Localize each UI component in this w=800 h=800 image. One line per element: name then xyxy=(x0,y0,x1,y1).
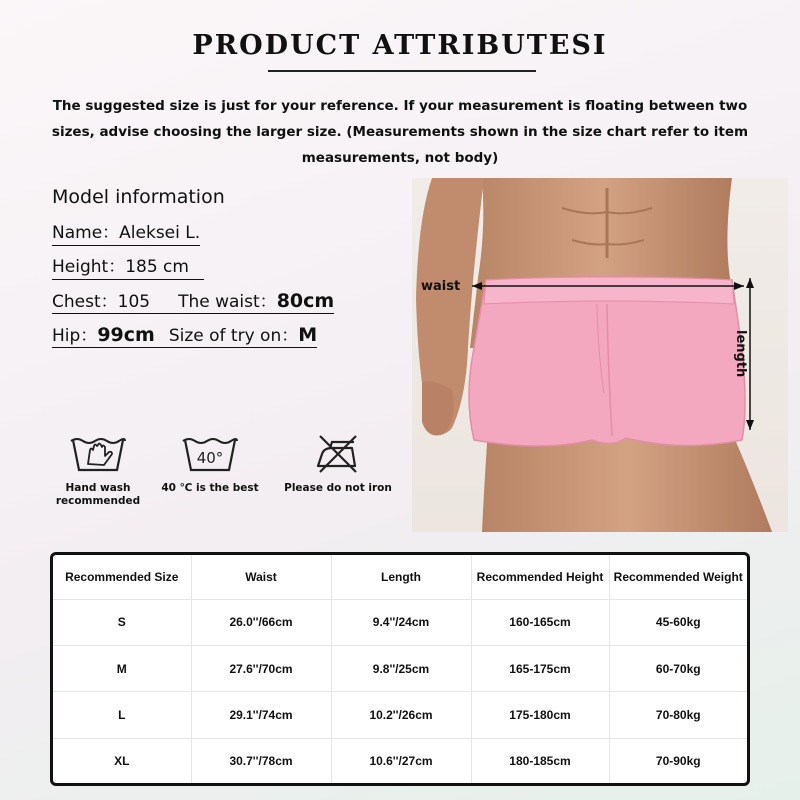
model-name-label: Name： xyxy=(52,223,120,243)
size-chart xyxy=(50,552,750,786)
table-row xyxy=(53,645,747,691)
model-chest-label: Chest： xyxy=(52,292,118,312)
table-cell: 29.1''/74cm xyxy=(191,692,331,738)
model-waist-value: 80cm xyxy=(276,290,335,312)
wash-temperature-text: 40° xyxy=(196,449,224,467)
table-cell: 160-165cm xyxy=(471,599,609,645)
model-hip-tryon xyxy=(52,324,317,348)
table-cell: 45-60kg xyxy=(609,599,747,645)
hand-wash-icon xyxy=(68,432,128,474)
table-cell: 70-80kg xyxy=(609,692,747,738)
no-iron-icon xyxy=(308,432,368,474)
table-cell: M xyxy=(53,645,191,691)
model-chest-value: 105 xyxy=(117,292,151,312)
model-name-value: Aleksei L. xyxy=(119,223,201,243)
care-wash-40 xyxy=(140,432,280,495)
model-height-label: Height： xyxy=(52,257,126,277)
table-cell: 26.0''/66cm xyxy=(191,599,331,645)
size-advice-note: The suggested size is just for your reference. If your measurement is floating between two sizes, advise choosing the larger size. (Measurements shown in the size chart refer to item measurements, not body) xyxy=(51,98,749,166)
table-row xyxy=(53,599,747,645)
table-header-row xyxy=(53,555,747,599)
product-photo xyxy=(412,178,788,532)
wash-40-label: 40 ℃ is the best xyxy=(161,482,259,494)
model-name xyxy=(52,222,200,246)
column-header: Recommended Weight xyxy=(609,555,747,599)
table-cell: S xyxy=(53,599,191,645)
table-cell: L xyxy=(53,692,191,738)
length-measure-label: length xyxy=(733,330,748,378)
model-tryon-value: M xyxy=(298,324,318,346)
column-header: Recommended Size xyxy=(53,555,191,599)
model-height xyxy=(52,256,204,280)
table-cell: 60-70kg xyxy=(609,645,747,691)
table-row xyxy=(53,692,747,738)
model-height-value: 185 cm xyxy=(125,257,189,277)
title-underline xyxy=(268,70,536,72)
table-cell: 9.8''/25cm xyxy=(331,645,471,691)
table-cell: 180-185cm xyxy=(471,738,609,783)
table-cell: 10.6''/27cm xyxy=(331,738,471,783)
model-waist-label: The waist： xyxy=(178,292,277,312)
table-cell: 10.2''/26cm xyxy=(331,692,471,738)
table-cell: 165-175cm xyxy=(471,645,609,691)
table-cell: 70-90kg xyxy=(655,753,701,768)
no-iron-label: Please do not iron xyxy=(284,482,392,494)
table-cell: 30.7''/78cm xyxy=(191,738,331,783)
model-hip-label: Hip： xyxy=(52,326,98,346)
column-header: Length xyxy=(331,555,471,599)
column-header: Recommended Height xyxy=(471,555,609,599)
waist-measure-label: waist xyxy=(421,279,461,294)
column-header: Waist xyxy=(191,555,331,599)
table-cell: 27.6''/70cm xyxy=(191,645,331,691)
table-row xyxy=(53,738,747,783)
model-torso-illustration xyxy=(412,178,788,532)
model-chest-waist xyxy=(52,290,334,314)
size-table xyxy=(53,555,747,783)
table-cell: 175-180cm xyxy=(471,692,609,738)
hand-wash-label: Hand wash recommended xyxy=(55,482,141,507)
wash-40-icon xyxy=(180,432,240,474)
table-cell: 9.4''/24cm xyxy=(331,599,471,645)
model-tryon-label: Size of try on： xyxy=(168,326,299,346)
care-no-iron xyxy=(268,432,408,495)
model-hip-value: 99cm xyxy=(97,324,155,346)
model-info-heading: Model information xyxy=(52,186,225,208)
table-cell: XL xyxy=(53,738,191,783)
page-title: PRODUCT ATTRIBUTESI xyxy=(192,30,608,61)
